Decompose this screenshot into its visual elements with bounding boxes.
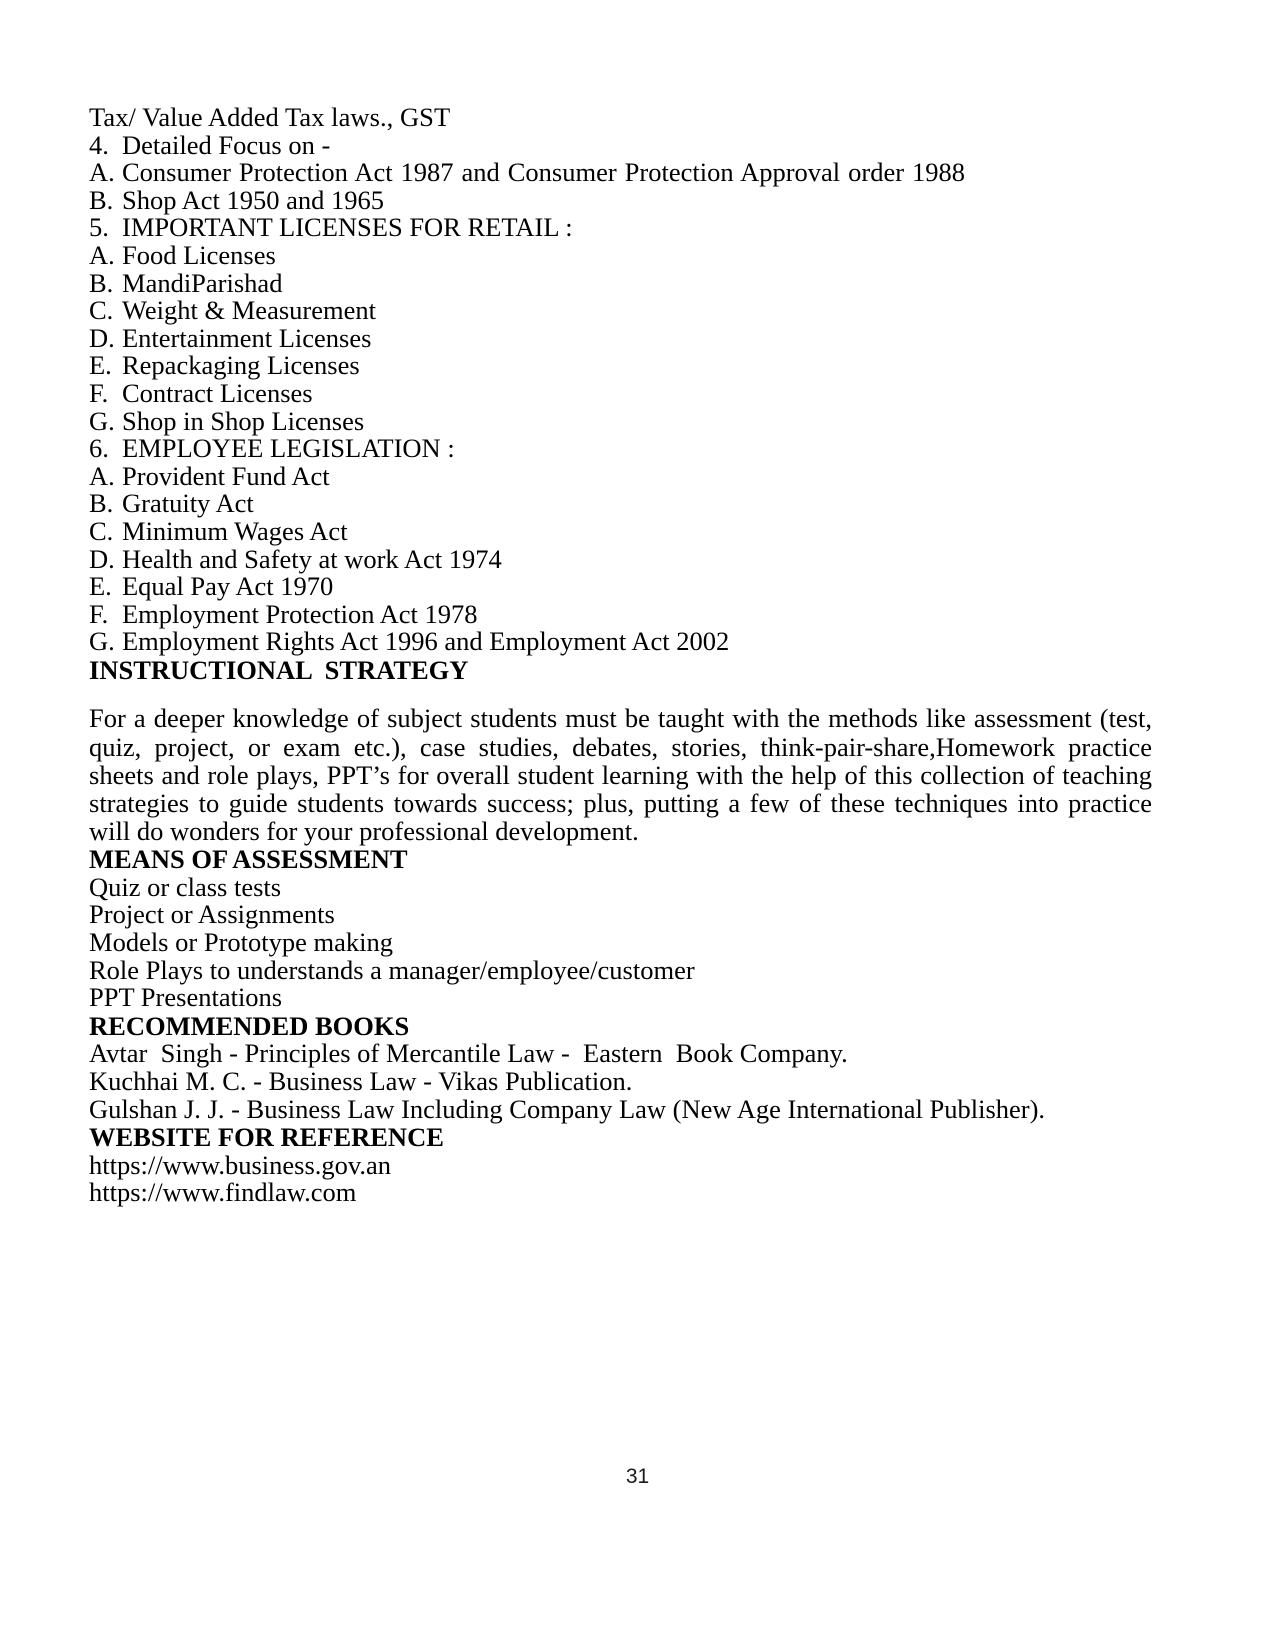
- website-url[interactable]: https://www.findlaw.com: [89, 1177, 357, 1208]
- assessment-item: Project or Assignments: [89, 899, 335, 930]
- list-item-text: Health and Safety at work Act 1974: [122, 543, 502, 574]
- assessment-item: PPT Presentations: [89, 982, 283, 1013]
- continuation-line: Tax/ Value Added Tax laws., GST: [89, 102, 451, 132]
- list-marker: F.: [89, 598, 109, 629]
- list-marker: G.: [89, 626, 115, 657]
- section-number-5: 5.: [89, 212, 109, 243]
- list-item: [89, 322, 1154, 353]
- list-item: [89, 490, 1154, 518]
- list-item: [89, 598, 1154, 629]
- instructional-strategy-paragraph: For a deeper knowledge of subject students must be taught with the methods like assessment (test, quiz, project, or exam etc.), case studies, debates, stories, think-pair-share,Homework practice sheets and role plays, PPT’s for overall student learning with the help of this collection of teaching strategies to guide students towards success; plus, putting a few of these techniques into practice will do wonders for your professional development.: [89, 703, 1152, 847]
- list-item: [89, 352, 1154, 380]
- list-marker: B.: [89, 184, 114, 215]
- list-item-text: Food Licenses: [122, 239, 276, 270]
- list-item: [89, 460, 1154, 491]
- assessment-item: Quiz or class tests: [89, 871, 282, 902]
- list-marker: A.: [89, 157, 115, 188]
- section-number-6: 6.: [89, 433, 109, 464]
- list-item-text: Weight & Measurement: [122, 295, 376, 326]
- website-reference-heading: WEBSITE FOR REFERENCE: [89, 1122, 444, 1153]
- list-marker: G.: [89, 405, 115, 436]
- list-marker: B.: [89, 267, 114, 298]
- list-item-text: Employment Protection Act 1978: [122, 598, 478, 629]
- list-item-text: Entertainment Licenses: [122, 322, 372, 353]
- section-number-4: 4.: [89, 129, 109, 160]
- means-of-assessment-heading: MEANS OF ASSESSMENT: [89, 844, 408, 875]
- instructional-strategy-heading: INSTRUCTIONAL STRATEGY: [89, 654, 469, 685]
- book-reference: Gulshan J. J. - Business Law Including Company Law (New Age International Publisher).: [89, 1093, 1046, 1124]
- section-title-4: Detailed Focus on -: [122, 129, 331, 160]
- page-number: 31: [625, 1465, 650, 1488]
- list-item: [89, 628, 1154, 656]
- recommended-books-heading: RECOMMENDED BOOKS: [89, 1010, 410, 1041]
- section-heading-6: [89, 435, 1154, 463]
- list-item-text: Consumer Protection Act 1987 and Consumer Protection Approval order 1988: [122, 157, 965, 188]
- list-item: [89, 239, 1154, 270]
- section-title-6: EMPLOYEE LEGISLATION :: [122, 433, 455, 464]
- section-heading-5: [89, 214, 1154, 242]
- list-item-text: Employment Rights Act 1996 and Employment Act 2002: [122, 626, 730, 657]
- list-marker: A.: [89, 239, 115, 270]
- page-content: [89, 104, 1154, 1207]
- list-item: [89, 515, 1154, 546]
- list-item: [89, 377, 1154, 408]
- paragraph-spacer: [89, 684, 1154, 704]
- list-item-text: Provident Fund Act: [122, 460, 330, 491]
- list-item-text: Minimum Wages Act: [122, 515, 348, 546]
- section-title-5: IMPORTANT LICENSES FOR RETAIL :: [122, 212, 573, 243]
- list-item-text: Shop in Shop Licenses: [122, 405, 365, 436]
- list-marker: E.: [89, 571, 112, 602]
- book-reference: Kuchhai M. C. - Business Law - Vikas Publication.: [89, 1065, 633, 1096]
- list-item: [89, 405, 1154, 436]
- list-marker: C.: [89, 295, 114, 326]
- list-item-text: MandiParishad: [122, 267, 283, 298]
- book-reference: Avtar Singh - Principles of Mercantile Law - Eastern Book Company.: [89, 1038, 848, 1069]
- list-item-text: Repackaging Licenses: [122, 350, 360, 381]
- website-url[interactable]: https://www.business.gov.an: [89, 1149, 392, 1180]
- assessment-item: Models or Prototype making: [89, 927, 393, 958]
- list-marker: B.: [89, 488, 114, 519]
- list-item-text: Shop Act 1950 and 1965: [122, 184, 385, 215]
- list-marker: A.: [89, 460, 115, 491]
- list-marker: D.: [89, 543, 115, 574]
- list-marker: C.: [89, 515, 114, 546]
- list-item: [89, 159, 1154, 187]
- section-heading-4: [89, 129, 1154, 160]
- list-item: [89, 297, 1154, 325]
- list-item: [89, 267, 1154, 298]
- list-item: [89, 543, 1154, 574]
- list-item-text: Gratuity Act: [122, 488, 254, 519]
- list-marker: F.: [89, 377, 109, 408]
- list-item: [89, 573, 1154, 601]
- list-marker: E.: [89, 350, 112, 381]
- list-item: [89, 184, 1154, 215]
- list-item-text: Equal Pay Act 1970: [122, 571, 334, 602]
- list-marker: D.: [89, 322, 115, 353]
- list-item-text: Contract Licenses: [122, 377, 313, 408]
- assessment-item: Role Plays to understands a manager/employee/customer: [89, 954, 695, 985]
